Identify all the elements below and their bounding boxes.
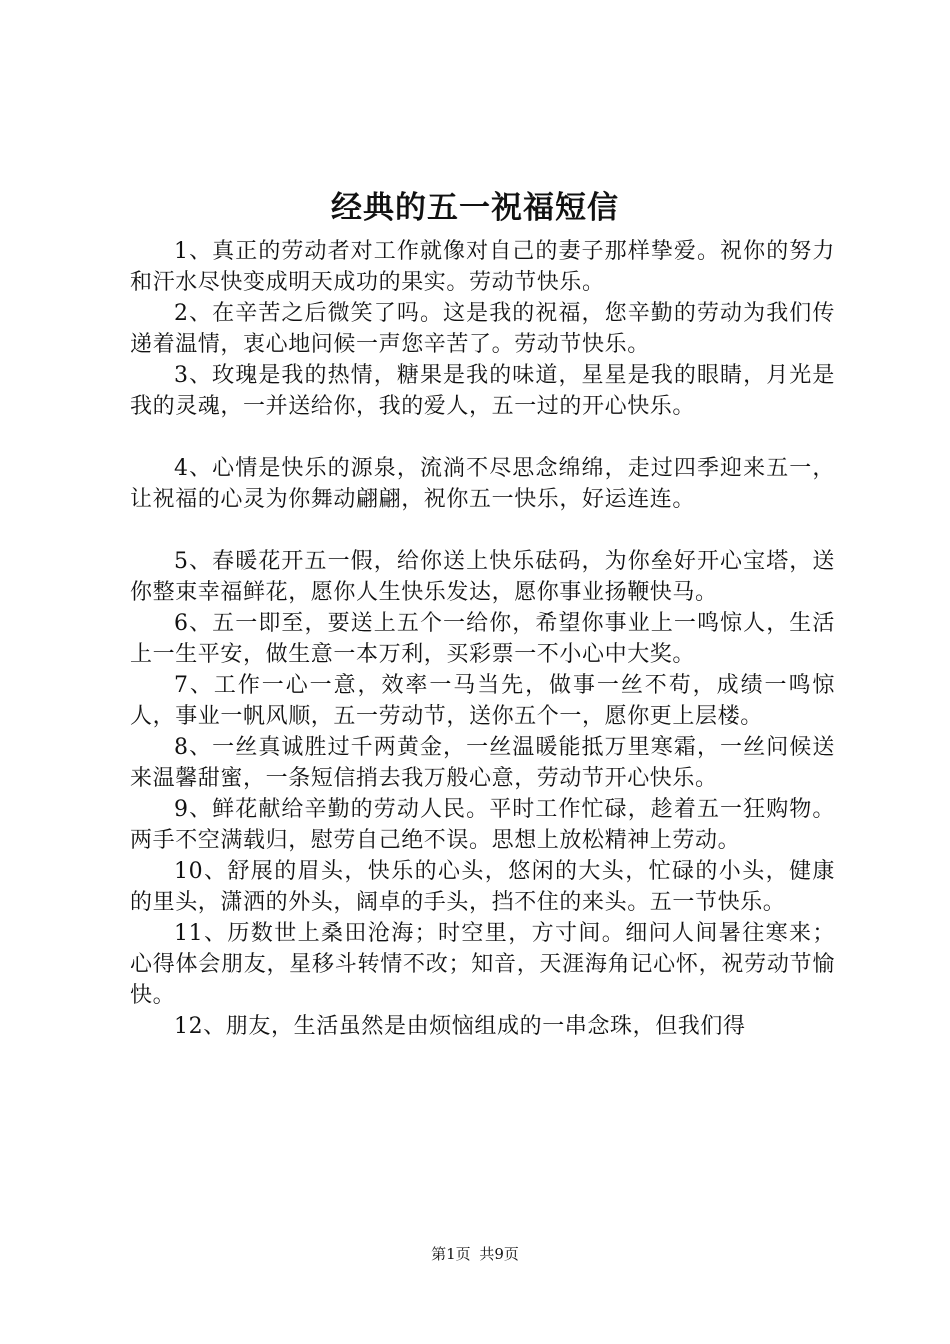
- page-total: 共9页: [479, 1245, 519, 1263]
- paragraph-5: 5、春暖花开五一假，给你送上快乐砝码，为你垒好开心宝塔，送你整束幸福鲜花，愿你人生快乐发达，愿你事业扬鞭快马。: [130, 549, 835, 605]
- paragraph-4: 4、心情是快乐的源泉，流淌不尽思念绵绵，走过四季迎来五一，让祝福的心灵为你舞动翩翩，祝你五一快乐，好运连连。: [130, 456, 835, 512]
- page-number: 第1页: [431, 1245, 471, 1263]
- paragraph-12: 12、朋友，生活虽然是由烦恼组成的一串念珠，但我们得: [174, 1014, 746, 1039]
- paragraph-9: 9、鲜花献给辛勤的劳动人民。平时工作忙碌，趁着五一狂购物。两手不空满载归，慰劳自己绝不误。思想上放松精神上劳动。: [130, 797, 835, 853]
- paragraph-7: 7、工作一心一意，效率一马当先，做事一丝不苟，成绩一鸣惊人，事业一帆风顺，五一劳动节，送你五个一，愿你更上层楼。: [130, 673, 835, 729]
- paragraph-6: 6、五一即至，要送上五个一给你，希望你事业上一鸣惊人，生活上一生平安，做生意一本万利，买彩票一不小心中大奖。: [130, 611, 835, 667]
- paragraph-1: 1、真正的劳动者对工作就像对自己的妻子那样挚爱。祝你的努力和汗水尽快变成明天成功的果实。劳动节快乐。: [130, 239, 835, 295]
- page-footer: [0, 1244, 950, 1264]
- paragraph-3: 3、玫瑰是我的热情，糖果是我的味道，星星是我的眼睛，月光是我的灵魂，一并送给你，我的爱人，五一过的开心快乐。: [130, 363, 835, 419]
- paragraph-11: 11、历数世上桑田沧海；时空里，方寸间。细问人间暑往寒来；心得体会朋友，星移斗转情不改；知音，天涯海角记心怀，祝劳动节愉快。: [130, 921, 835, 1008]
- paragraph-8: 8、一丝真诚胜过千两黄金，一丝温暖能抵万里寒霜，一丝问候送来温馨甜蜜，一条短信捎去我万般心意，劳动节开心快乐。: [130, 735, 835, 791]
- page-title: 经典的五一祝福短信: [331, 190, 619, 226]
- paragraph-10: 10、舒展的眉头，快乐的心头，悠闲的大头，忙碌的小头，健康的里头，潇洒的外头，阔卓的手头，挡不住的来头。五一节快乐。: [130, 859, 835, 915]
- paragraph-2: 2、在辛苦之后微笑了吗。这是我的祝福，您辛勤的劳动为我们传递着温情，衷心地问候一声您辛苦了。劳动节快乐。: [130, 301, 835, 357]
- document-body: [130, 236, 835, 1042]
